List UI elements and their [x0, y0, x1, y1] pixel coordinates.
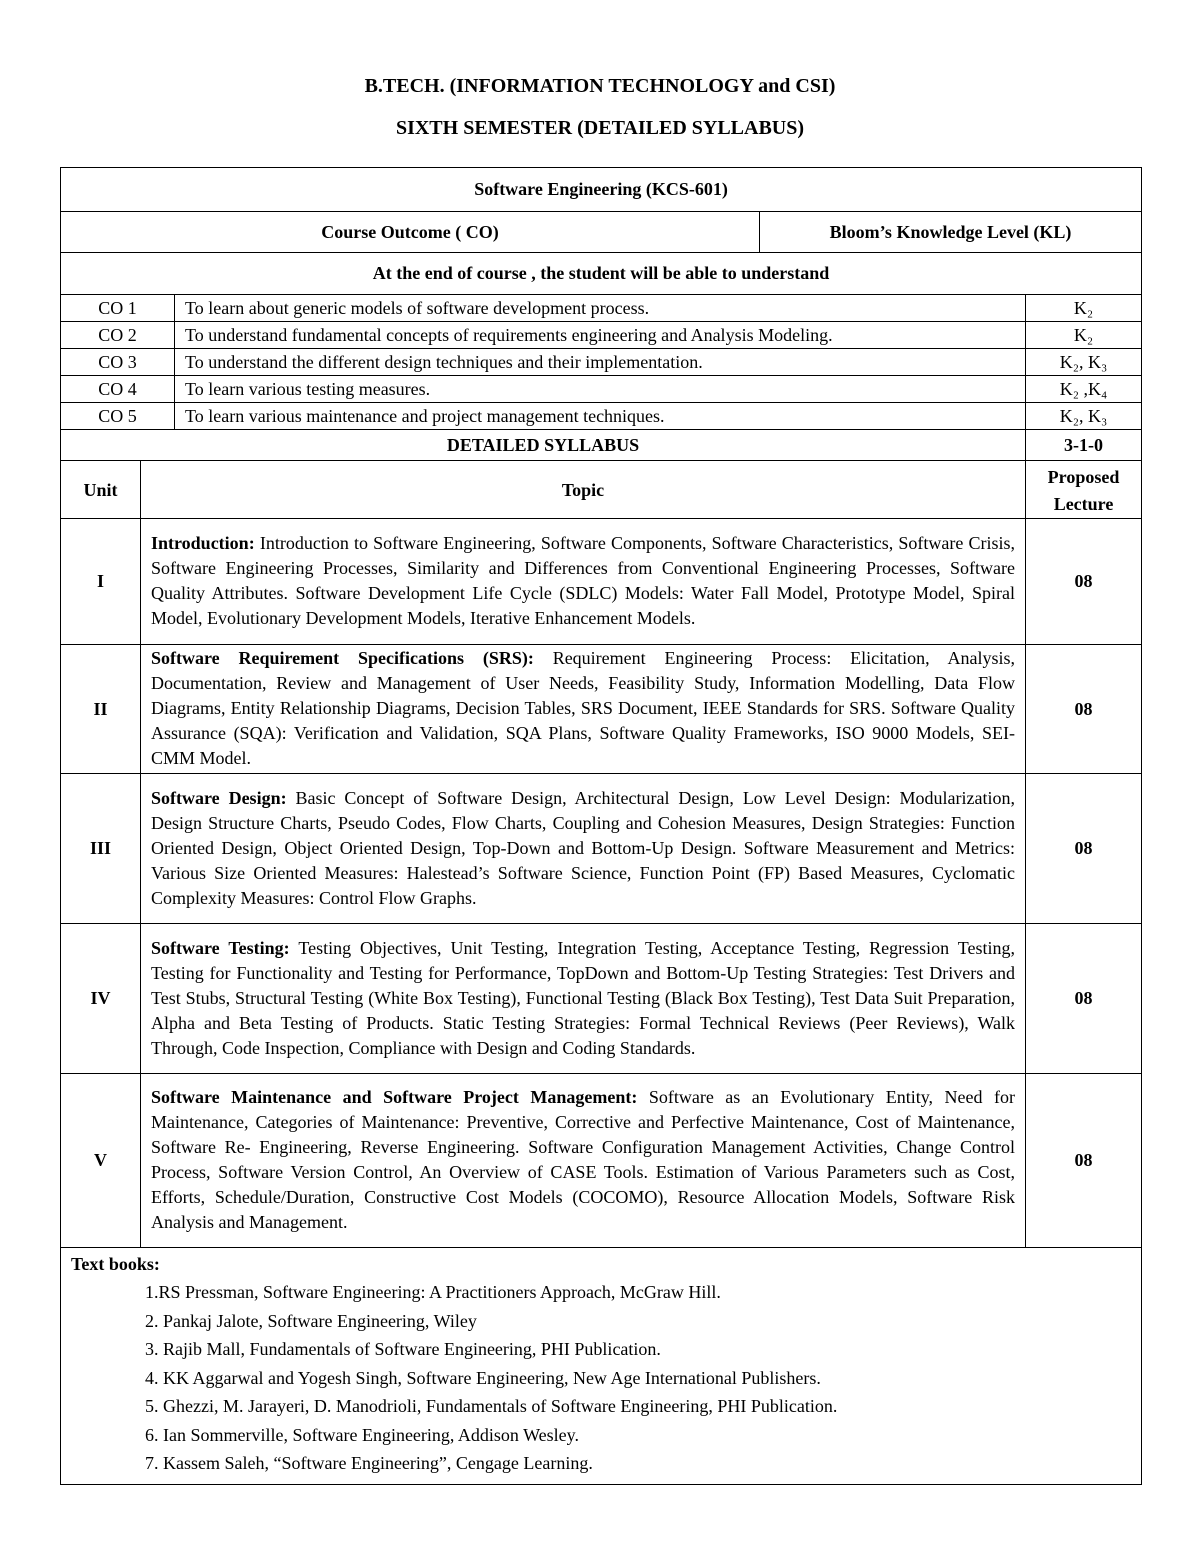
co-text: To understand the different design techniques and their implementation.	[175, 349, 1026, 376]
co-row	[61, 295, 1142, 322]
textbooks-cell	[61, 1248, 1142, 1485]
document-subtitle: SIXTH SEMESTER (DETAILED SYLLABUS)	[395, 117, 805, 139]
unit-lectures: 08	[1026, 645, 1142, 774]
unit-topic	[141, 645, 1026, 774]
co-id: CO 2	[61, 322, 175, 349]
co-kl: K₂ ,K₄	[1026, 376, 1142, 403]
co-id: CO 4	[61, 376, 175, 403]
co-id: CO 3	[61, 349, 175, 376]
co-id: CO 5	[61, 403, 175, 430]
kl-header: Bloom’s Knowledge Level (KL)	[760, 212, 1142, 253]
unit-heading: Software Maintenance and Software Project Management:	[151, 1087, 638, 1107]
unit-lectures: 08	[1026, 924, 1142, 1074]
unit-number: I	[61, 519, 141, 645]
ltp-value: 3-1-0	[1026, 430, 1142, 461]
course-intro: At the end of course , the student will be able to understand	[61, 253, 1142, 295]
unit-body: Requirement Engineering Process: Elicitation, Analysis, Documentation, Review and Management of User Needs, Feasibility Study, Information Modelling, Data Flow Diagrams, Entity Relationship Diagrams, Decision Tables, SRS Document, IEEE Standards for SRS. Software Quality Assurance (SQA): Verification and Validation, SQA Plans, Software Quality Frameworks, ISO 9000 Models, SEI-CMM Model.	[151, 648, 1015, 768]
detailed-syllabus-title: DETAILED SYLLABUS	[61, 430, 1026, 461]
unit-topic	[141, 519, 1026, 645]
textbook-item: 4. KK Aggarwal and Yogesh Singh, Software Engineering, New Age International Publishers.	[145, 1367, 821, 1388]
textbook-item: 2. Pankaj Jalote, Software Engineering, Wiley	[145, 1310, 477, 1331]
unit-body: Basic Concept of Software Design, Architectural Design, Low Level Design: Modularization, Design Structure Charts, Pseudo Codes, Flow Charts, Coupling and Cohesion Measures, Design Strategies: Function Oriented Design, Object Oriented Design, Top-Down and Bottom-Up Design. Software Measurement and Metrics: Various Size Oriented Measures: Halestead’s Software Science, Function Point (FP) Based Measures, Cyclomatic Complexity Measures: Control Flow Graphs.	[151, 787, 1016, 908]
course-title: Software Engineering (KCS-601)	[61, 168, 1142, 212]
textbook-item: 7. Kassem Saleh, “Software Engineering”, Cengage Learning.	[145, 1453, 593, 1473]
unit-heading: Software Testing:	[151, 937, 290, 958]
unit-heading: Software Requirement Specifications (SRS):	[151, 648, 534, 668]
co-header: Course Outcome ( CO)	[61, 212, 760, 253]
co-row	[61, 322, 1142, 349]
co-text: To learn about generic models of software development process.	[175, 295, 1026, 322]
unit-body: Software as an Evolutionary Entity, Need for Maintenance, Categories of Maintenance: Preventive, Corrective and Perfective Maintenance, Cost of Maintenance, Software Re- Engineering, Reverse Engineering. Software Configuration Management Activities, Change Control Process, Software Version Control, An Overview of CASE Tools. Estimation of Various Parameters such as Cost, Efforts, Schedule/Duration, Constructive Cost Models (COCOMO), Resource Allocation Models, Software Risk Analysis and Management.	[151, 1087, 1015, 1232]
unit-topic	[141, 774, 1026, 924]
co-text: To learn various testing measures.	[175, 376, 1026, 403]
unit-header: Unit	[61, 461, 141, 519]
unit-body: Testing Objectives, Unit Testing, Integration Testing, Acceptance Testing, Regression Testing, Testing for Functionality and Testing for Performance, TopDown and Bottom-Up Testing Strategies: Test Drivers and Test Stubs, Structural Testing (White Box Testing), Functional Testing (Black Box Testing), Test Data Suit Preparation, Alpha and Beta Testing of Products. Static Testing Strategies: Formal Technical Reviews (Peer Reviews), Walk Through, Code Inspection, Compliance with Design and Coding Standards.	[151, 937, 1015, 1058]
textbook-item: 3. Rajib Mall, Fundamentals of Software Engineering, PHI Publication.	[145, 1339, 661, 1359]
unit-lectures: 08	[1026, 774, 1142, 924]
unit-number: II	[61, 645, 141, 774]
co-row	[61, 376, 1142, 403]
unit-number: IV	[61, 924, 141, 1074]
topic-header: Topic	[141, 461, 1026, 519]
textbook-item: 5. Ghezzi, M. Jarayeri, D. Manodrioli, Fundamentals of Software Engineering, PHI Publication.	[145, 1396, 838, 1416]
textbook-item: 6. Ian Sommerville, Software Engineering, Addison Wesley.	[145, 1424, 579, 1445]
co-kl: K₂, K₃	[1026, 349, 1142, 376]
co-id: CO 1	[61, 295, 175, 322]
unit-heading: Software Design:	[151, 787, 287, 808]
co-kl: K₂, K₃	[1026, 403, 1142, 430]
co-kl: K₂	[1026, 295, 1142, 322]
unit-number: V	[61, 1074, 141, 1248]
unit-lectures: 08	[1026, 1074, 1142, 1248]
textbooks-row	[61, 1248, 1142, 1485]
unit-number: III	[61, 774, 141, 924]
unit-lectures: 08	[1026, 519, 1142, 645]
course-table	[60, 167, 1142, 1485]
textbooks-title: Text books:	[71, 1254, 160, 1274]
co-row	[61, 349, 1142, 376]
unit-row	[61, 1074, 1142, 1248]
lecture-header: Proposed Lecture	[1026, 461, 1142, 519]
unit-row	[61, 774, 1142, 924]
unit-row	[61, 519, 1142, 645]
unit-row	[61, 645, 1142, 774]
co-text: To learn various maintenance and project management techniques.	[175, 403, 1026, 430]
unit-topic	[141, 1074, 1026, 1248]
co-text: To understand fundamental concepts of requirements engineering and Analysis Modeling.	[175, 322, 1026, 349]
co-row	[61, 403, 1142, 430]
unit-body: Introduction to Software Engineering, Software Components, Software Characteristics, Software Crisis, Software Engineering Processes, Similarity and Differences from Conventional Engineering Processes, Software Quality Attributes. Software Development Life Cycle (SDLC) Models: Water Fall Model, Prototype Model, Spiral Model, Evolutionary Development Models, Iterative Enhancement Models.	[151, 533, 1015, 628]
textbook-item: 1.RS Pressman, Software Engineering: A Practitioners Approach, McGraw Hill.	[145, 1282, 721, 1302]
document-title: B.TECH. (INFORMATION TECHNOLOGY and CSI)	[364, 75, 836, 97]
unit-topic	[141, 924, 1026, 1074]
unit-row	[61, 924, 1142, 1074]
unit-heading: Introduction:	[151, 533, 255, 553]
co-kl: K₂	[1026, 322, 1142, 349]
